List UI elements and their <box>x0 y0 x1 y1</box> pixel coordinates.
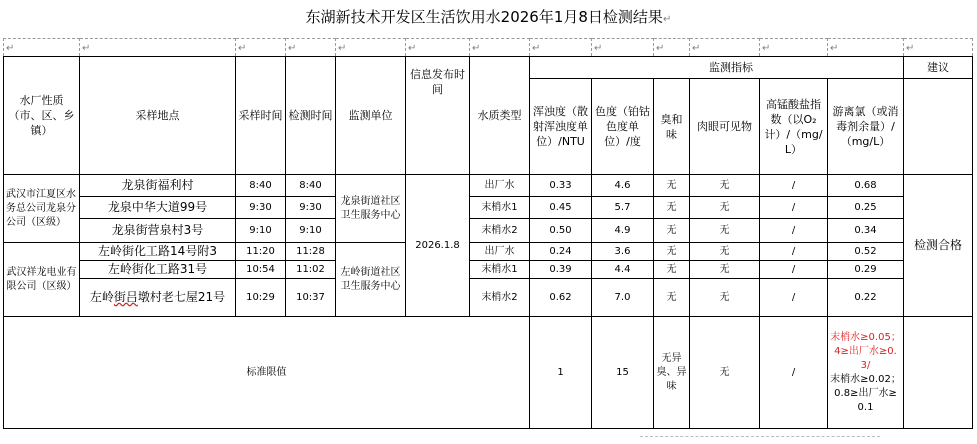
table-row <box>4 219 973 243</box>
test-time-cell: 11:02 <box>286 261 336 279</box>
odor-cell: 无 <box>654 261 690 279</box>
header-row-1 <box>4 57 973 79</box>
empty-cell: ↵ <box>690 39 760 57</box>
sample-time-cell: 9:30 <box>236 197 286 219</box>
empty-header-row <box>4 39 973 57</box>
visible-cell: 无 <box>690 197 760 219</box>
sample-time-cell: 11:20 <box>236 243 286 261</box>
header-location: 采样地点 <box>80 57 236 175</box>
header-visible: 肉眼可见物 <box>690 79 760 175</box>
odor-cell: 无 <box>654 243 690 261</box>
odor-cell: 无 <box>654 279 690 317</box>
table-row <box>4 175 973 197</box>
header-indicators-group: 监测指标 <box>530 57 904 79</box>
chlorine-cell: 0.68 <box>828 175 904 197</box>
page-footer-divider <box>640 436 880 438</box>
title-text: 东湖新技术开发区生活饮用水2026年1月8日检测结果 <box>305 8 663 26</box>
header-unit: 监测单位 <box>336 57 406 175</box>
water-type-cell: 末梢水2 <box>470 219 530 243</box>
empty-cell: ↵ <box>336 39 406 57</box>
header-turbidity: 浑浊度（散射浑浊度单位）/NTU <box>530 79 592 175</box>
location-cell: 左岭街化工路31号 <box>80 261 236 279</box>
header-odor: 臭和味 <box>654 79 690 175</box>
header-test-time: 检测时间 <box>286 57 336 175</box>
visible-cell: 无 <box>690 243 760 261</box>
water-type-cell: 出厂水 <box>470 175 530 197</box>
table-row <box>4 243 973 261</box>
limits-label: 标准限值 <box>4 317 530 429</box>
limit-turbidity: 1 <box>530 317 592 429</box>
limit-chlorine-black: 末梢水≥0.02；0.8≥出厂水≥0.1 <box>830 373 901 413</box>
permanganate-cell: / <box>760 175 828 197</box>
empty-cell: ↵ <box>760 39 828 57</box>
results-table <box>3 38 973 429</box>
chlorine-cell: 0.22 <box>828 279 904 317</box>
unit-cell-group2: 左岭街道社区卫生服务中心 <box>336 243 406 317</box>
header-color: 色度（铂钴色度单位）/度 <box>592 79 654 175</box>
test-time-cell: 9:30 <box>286 197 336 219</box>
odor-cell: 无 <box>654 175 690 197</box>
spellcheck-underline: 街吕 <box>113 290 138 304</box>
chlorine-cell: 0.25 <box>828 197 904 219</box>
location-cell: 左岭街化工路14号附3 <box>80 243 236 261</box>
permanganate-cell: / <box>760 219 828 243</box>
limit-odor: 无异臭、异味 <box>654 317 690 429</box>
plant-cell-group1: 武汉市江夏区水务总公司龙泉分公司（区级） <box>4 175 80 243</box>
odor-cell: 无 <box>654 219 690 243</box>
turbidity-cell: 0.45 <box>530 197 592 219</box>
location-cell: 左岭街吕墩村老七屋21号 <box>80 279 236 317</box>
limit-chlorine <box>828 317 904 429</box>
color-cell: 4.4 <box>592 261 654 279</box>
permanganate-cell: / <box>760 243 828 261</box>
header-chlorine: 游离氯（或消毒剂余量）/（mg/L） <box>828 79 904 175</box>
table-row <box>4 279 973 317</box>
turbidity-cell: 0.24 <box>530 243 592 261</box>
odor-cell: 无 <box>654 197 690 219</box>
chlorine-cell: 0.29 <box>828 261 904 279</box>
empty-cell: ↵ <box>592 39 654 57</box>
header-plant: 水厂性质（市、区、乡镇） <box>4 57 80 175</box>
advice-cell: 检测合格 <box>904 175 973 317</box>
color-cell: 4.9 <box>592 219 654 243</box>
sample-time-cell: 10:54 <box>236 261 286 279</box>
permanganate-cell: / <box>760 279 828 317</box>
limit-advice-empty <box>904 317 973 429</box>
color-cell: 4.6 <box>592 175 654 197</box>
page-title <box>0 6 977 31</box>
water-type-cell: 末梢水1 <box>470 197 530 219</box>
limit-permanganate: / <box>760 317 828 429</box>
limit-chlorine-red: 末梢水≥0.05；4≥出厂水≥0.3/ <box>830 331 901 371</box>
empty-cell: ↵ <box>80 39 236 57</box>
sample-time-cell: 8:40 <box>236 175 286 197</box>
limit-visible: 无 <box>690 317 760 429</box>
limits-row <box>4 317 973 429</box>
chlorine-cell: 0.52 <box>828 243 904 261</box>
color-cell: 7.0 <box>592 279 654 317</box>
test-time-cell: 9:10 <box>286 219 336 243</box>
location-cell: 龙泉街福利村 <box>80 175 236 197</box>
empty-cell: ↵ <box>530 39 592 57</box>
color-cell: 5.7 <box>592 197 654 219</box>
visible-cell: 无 <box>690 261 760 279</box>
header-advice: 建议 <box>904 57 973 79</box>
permanganate-cell: / <box>760 197 828 219</box>
header-permanganate: 高锰酸盐指数（以O₂计）/（mg/L） <box>760 79 828 175</box>
water-type-cell: 出厂水 <box>470 243 530 261</box>
location-cell: 龙泉街营泉村3号 <box>80 219 236 243</box>
empty-cell: ↵ <box>286 39 336 57</box>
test-time-cell: 8:40 <box>286 175 336 197</box>
chlorine-cell: 0.34 <box>828 219 904 243</box>
turbidity-cell: 0.50 <box>530 219 592 243</box>
table-row <box>4 197 973 219</box>
empty-cell: ↵ <box>470 39 530 57</box>
header-water-type: 水质类型 <box>470 57 530 175</box>
header-publish-time: 信息发布时间 <box>406 57 470 175</box>
permanganate-cell: / <box>760 261 828 279</box>
turbidity-cell: 0.62 <box>530 279 592 317</box>
plant-cell-group2: 武汉祥龙电业有限公司（区级） <box>4 243 80 317</box>
empty-cell: ↵ <box>406 39 470 57</box>
empty-cell: ↵ <box>904 39 973 57</box>
visible-cell: 无 <box>690 175 760 197</box>
location-cell: 龙泉中华大道99号 <box>80 197 236 219</box>
color-cell: 3.6 <box>592 243 654 261</box>
water-type-cell: 末梢水1 <box>470 261 530 279</box>
water-type-cell: 末梢水2 <box>470 279 530 317</box>
sample-time-cell: 9:10 <box>236 219 286 243</box>
sample-time-cell: 10:29 <box>236 279 286 317</box>
visible-cell: 无 <box>690 219 760 243</box>
publish-date-cell: 2026.1.8 <box>406 175 470 317</box>
turbidity-cell: 0.39 <box>530 261 592 279</box>
turbidity-cell: 0.33 <box>530 175 592 197</box>
test-time-cell: 10:37 <box>286 279 336 317</box>
limit-color: 15 <box>592 317 654 429</box>
empty-cell: ↵ <box>828 39 904 57</box>
empty-cell: ↵ <box>4 39 80 57</box>
table-row <box>4 261 973 279</box>
header-sample-time: 采样时间 <box>236 57 286 175</box>
empty-cell: ↵ <box>236 39 286 57</box>
empty-cell: ↵ <box>654 39 690 57</box>
test-time-cell: 11:28 <box>286 243 336 261</box>
header-advice-empty <box>904 79 973 175</box>
visible-cell: 无 <box>690 279 760 317</box>
paragraph-mark-icon: ↵ <box>662 14 672 25</box>
unit-cell-group1: 龙泉街道社区卫生服务中心 <box>336 175 406 243</box>
